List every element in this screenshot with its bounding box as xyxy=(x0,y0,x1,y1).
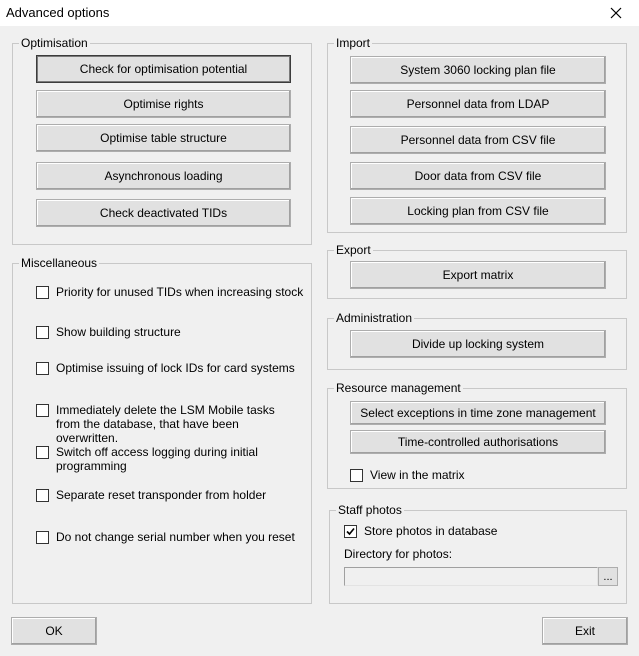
directory-field[interactable] xyxy=(344,567,598,586)
export-legend: Export xyxy=(336,243,371,257)
checkbox[interactable] xyxy=(36,326,49,339)
view-in-matrix-option[interactable]: View in the matrix xyxy=(350,468,550,482)
optimise-table-structure-button[interactable]: Optimise table structure xyxy=(36,124,291,152)
directory-label: Directory for photos: xyxy=(344,547,453,561)
ok-button[interactable]: OK xyxy=(11,617,97,645)
export-matrix-button[interactable]: Export matrix xyxy=(350,261,606,289)
asynchronous-loading-button[interactable]: Asynchronous loading xyxy=(36,162,291,190)
personnel-csv-button[interactable]: Personnel data from CSV file xyxy=(350,126,606,154)
check-deactivated-tids-button[interactable]: Check deactivated TIDs xyxy=(36,199,291,227)
browse-button[interactable]: ... xyxy=(598,567,618,586)
check-optimisation-button[interactable]: Check for optimisation potential xyxy=(36,55,291,83)
close-icon xyxy=(610,7,622,19)
window-title: Advanced options xyxy=(6,5,110,20)
checkbox[interactable] xyxy=(36,531,49,544)
close-button[interactable] xyxy=(593,0,639,26)
exit-button[interactable]: Exit xyxy=(542,617,628,645)
misc-option-keep-serial-number[interactable]: Do not change serial number when you reset xyxy=(36,530,306,544)
import-legend: Import xyxy=(336,36,371,50)
door-data-csv-button[interactable]: Door data from CSV file xyxy=(350,162,606,190)
checkmark-icon xyxy=(345,526,356,537)
checkbox[interactable] xyxy=(36,362,49,375)
title-bar xyxy=(0,0,639,26)
time-controlled-authorisations-button[interactable]: Time-controlled authorisations xyxy=(350,430,606,454)
misc-option-show-building-structure[interactable]: Show building structure xyxy=(36,325,306,339)
misc-option-delete-lsm-mobile-tasks[interactable]: Immediately delete the LSM Mobile tasks from the database, that have been overwritten. xyxy=(36,403,298,445)
misc-option-priority-unused-tids[interactable]: Priority for unused TIDs when increasing stock xyxy=(36,285,306,299)
checkbox[interactable] xyxy=(36,404,49,417)
optimise-rights-button[interactable]: Optimise rights xyxy=(36,90,291,118)
misc-option-separate-reset-transponder[interactable]: Separate reset transponder from holder xyxy=(36,488,306,502)
checkbox[interactable] xyxy=(350,469,363,482)
personnel-ldap-button[interactable]: Personnel data from LDAP xyxy=(350,90,606,118)
miscellaneous-legend: Miscellaneous xyxy=(21,256,98,270)
resource-management-legend: Resource management xyxy=(336,381,461,395)
checkbox[interactable] xyxy=(36,446,49,459)
administration-legend: Administration xyxy=(336,311,413,325)
staff-photos-legend: Staff photos xyxy=(338,503,402,517)
select-exceptions-button[interactable]: Select exceptions in time zone management xyxy=(350,401,606,425)
checkbox[interactable] xyxy=(36,489,49,502)
system-3060-button[interactable]: System 3060 locking plan file xyxy=(350,56,606,84)
locking-plan-csv-button[interactable]: Locking plan from CSV file xyxy=(350,197,606,225)
checkbox[interactable] xyxy=(344,525,357,538)
store-photos-option[interactable]: Store photos in database xyxy=(344,524,544,538)
divide-locking-system-button[interactable]: Divide up locking system xyxy=(350,330,606,358)
misc-option-switch-off-access-logging[interactable]: Switch off access logging during initial programming xyxy=(36,445,308,473)
misc-option-optimise-lock-ids[interactable]: Optimise issuing of lock IDs for card systems xyxy=(36,361,306,375)
checkbox[interactable] xyxy=(36,286,49,299)
optimisation-legend: Optimisation xyxy=(21,36,88,50)
